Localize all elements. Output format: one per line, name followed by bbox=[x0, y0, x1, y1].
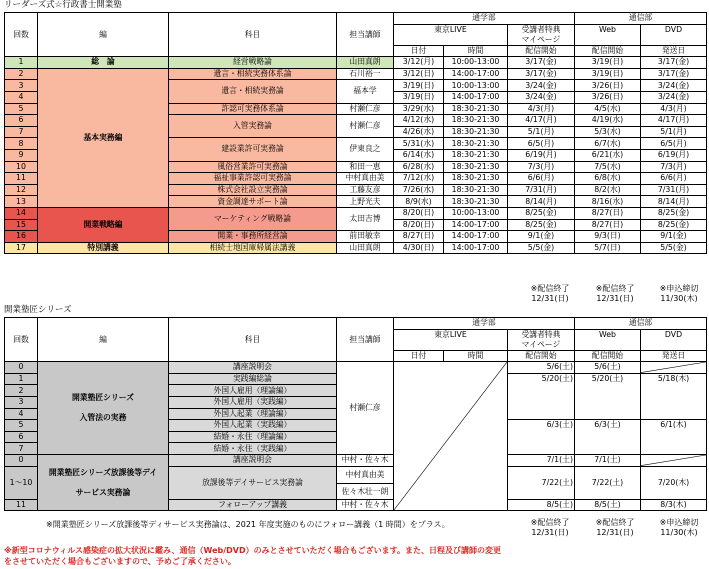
row-web: 6/8(水) bbox=[575, 173, 641, 185]
row-mypage: 3/17(金) bbox=[508, 68, 575, 80]
row-mypage: 5/20(土) bbox=[508, 373, 575, 419]
row-web: 3/26(日) bbox=[575, 80, 641, 92]
header-kamoku: 科目 bbox=[169, 318, 337, 362]
header-dvd: DVD bbox=[641, 329, 707, 350]
note-mypage-end: ※配信終了 12/31(日) bbox=[530, 518, 570, 537]
row-dvd: 6/19(月) bbox=[641, 149, 707, 161]
row-date: 7/12(水) bbox=[394, 173, 444, 185]
hen-takumi-houkago: 開業塾匠シリーズ放課後等デイ サービス実務論 bbox=[38, 454, 169, 510]
row-date: 4/26(水) bbox=[394, 126, 444, 138]
row-no: 4 bbox=[5, 408, 38, 420]
row-teacher: 山田真朗 bbox=[337, 57, 394, 69]
row-dvd: 5/5(金) bbox=[641, 242, 707, 254]
row-no: 6 bbox=[5, 115, 38, 127]
row-no: 7 bbox=[5, 126, 38, 138]
row-teacher: 佐々木壮一朗 bbox=[341, 486, 389, 496]
row-teacher: 前田敏幸 bbox=[337, 231, 394, 243]
row-date: 4/30(日) bbox=[394, 242, 444, 254]
row-web: 5/20(土) bbox=[575, 373, 641, 419]
row-no: 3 bbox=[5, 396, 38, 408]
row-teacher: 伊東良之 bbox=[337, 138, 394, 161]
row-time: 14:00-17:00 bbox=[444, 242, 508, 254]
row-web: 5/7(日) bbox=[575, 242, 641, 254]
row-kamoku: 開業・事務所経営論 bbox=[169, 231, 337, 243]
row-no: 1 bbox=[5, 373, 38, 385]
row-kamoku: 風俗営業許可実務論 bbox=[169, 161, 337, 173]
row-mypage: 6/6(月) bbox=[508, 173, 575, 185]
row-kamoku: 許認可実務体系論 bbox=[169, 103, 337, 115]
row-mypage: 7/3(月) bbox=[508, 161, 575, 173]
header-no: 回数 bbox=[5, 318, 38, 362]
row-web: 7/22(土) bbox=[575, 466, 641, 499]
row-web: 8/16(水) bbox=[575, 196, 641, 208]
row-dvd: 8/14(月) bbox=[641, 196, 707, 208]
row-kamoku: 遺言・相続実務論 bbox=[169, 80, 337, 103]
row-web: 6/3(土) bbox=[575, 420, 641, 455]
row-no: 16 bbox=[5, 231, 38, 243]
row-mypage: 8/25(金) bbox=[508, 219, 575, 231]
row-kamoku: 外国人起業（実践編） bbox=[169, 420, 337, 432]
row-dvd: 5/18(木) bbox=[641, 373, 707, 419]
row-date: 8/20(日) bbox=[394, 207, 444, 219]
row-time: 10:00-13:00 bbox=[444, 207, 508, 219]
row-dvd: 3/24(金) bbox=[641, 80, 707, 92]
row-mypage: 6/19(月) bbox=[508, 149, 575, 161]
row-no: 12 bbox=[5, 184, 38, 196]
row-web: 5/3(水) bbox=[575, 126, 641, 138]
hen-kihon: 基本実務編 bbox=[38, 68, 169, 207]
header-hassou: 発送日 bbox=[641, 350, 707, 362]
header-tsuushin: 通信部 bbox=[575, 318, 707, 330]
header-web: Web bbox=[575, 329, 641, 350]
row-time: 14:00-17:00 bbox=[444, 68, 508, 80]
row-date: 3/29(水) bbox=[394, 103, 444, 115]
row-date: 3/12(日) bbox=[394, 68, 444, 80]
row-kamoku: 入管実務論 bbox=[169, 115, 337, 138]
row-kamoku: 遺言・相続実務体系論 bbox=[169, 68, 337, 80]
footer-notice: ※新型コロナウィルス感染症の拡大状況に鑑み、通信（Web/DVD）のみとさせていただく場合もございます。また、日程及び講師の変更 をさせていただく場合もございますので、予めご了承ください。 bbox=[4, 546, 501, 566]
row-no: 13 bbox=[5, 196, 38, 208]
row-mypage: 5/1(月) bbox=[508, 126, 575, 138]
row-no: 10 bbox=[5, 161, 38, 173]
row-dvd: 7/31(月) bbox=[641, 184, 707, 196]
row-dvd: 7/3(月) bbox=[641, 161, 707, 173]
row-mypage: 5/6(土) bbox=[508, 362, 575, 374]
header-tsuugaku: 通学部 bbox=[394, 318, 575, 330]
row-kamoku: 実践編総論 bbox=[169, 373, 337, 385]
row-time: 18:30-21:30 bbox=[444, 184, 508, 196]
row-time: 18:30-21:30 bbox=[444, 138, 508, 150]
row-kamoku: 相続士地国庫帰属法講義 bbox=[169, 242, 337, 254]
row-no: 11 bbox=[5, 499, 38, 511]
row-mypage: 4/3(月) bbox=[508, 103, 575, 115]
row-mypage: 7/1(土) bbox=[508, 454, 575, 466]
header-teacher: 担当講師 bbox=[337, 318, 394, 362]
row-teacher-pair bbox=[337, 466, 394, 499]
row-no: 4 bbox=[5, 91, 38, 103]
row-kamoku: 外国人雇用（理論編） bbox=[169, 385, 337, 397]
row-time: 18:30-21:30 bbox=[444, 103, 508, 115]
row-dvd: 8/25(金) bbox=[641, 219, 707, 231]
row-teacher: 石川裕一 bbox=[337, 68, 394, 80]
row-mypage: 9/1(金) bbox=[508, 231, 575, 243]
header-hen: 編 bbox=[38, 318, 169, 362]
section-title-takumi: 開業塾匠シリーズ bbox=[4, 305, 72, 315]
row-time: 18:30-21:30 bbox=[444, 115, 508, 127]
row-dvd: 8/3(木) bbox=[641, 499, 707, 511]
note-web-end: ※配信終了 12/31(日) bbox=[595, 518, 635, 537]
row-dvd: 6/1(木) bbox=[641, 420, 707, 455]
row-teacher: 太田吉博 bbox=[337, 207, 394, 230]
row-teacher: 村瀬仁彦 bbox=[337, 115, 394, 138]
row-kamoku: 講座説明会 bbox=[169, 454, 337, 466]
row-dvd: 3/17(金) bbox=[641, 57, 707, 69]
header-mypage: 受講者特典 マイページ bbox=[508, 24, 575, 45]
row-time: 14:00-17:00 bbox=[444, 91, 508, 103]
note-follow-up: ※開業塾匠シリーズ放課後等ディサービス実務論は、2021 年度実施のものにフォロー講義（1 時間）をプラス。 bbox=[46, 520, 450, 529]
header-time: 時間 bbox=[444, 350, 508, 362]
dvd-none-cell bbox=[641, 362, 707, 374]
row-dvd: 3/24(金) bbox=[641, 91, 707, 103]
row-kamoku: 福祉事業許認可実務論 bbox=[169, 173, 337, 185]
row-date: 3/12(月) bbox=[394, 57, 444, 69]
row-kamoku: 講座説明会 bbox=[169, 362, 337, 374]
header-web: Web bbox=[575, 24, 641, 45]
header-haishin: 配信開始 bbox=[575, 45, 641, 57]
header-haishin: 配信開始 bbox=[508, 350, 575, 362]
row-no: 5 bbox=[5, 420, 38, 432]
header-kamoku: 科目 bbox=[169, 13, 337, 57]
row-dvd: 5/1(月) bbox=[641, 126, 707, 138]
row-web: 8/2(水) bbox=[575, 184, 641, 196]
row-teacher: 村瀬仁彦 bbox=[337, 103, 394, 115]
header-tsuugaku: 通学部 bbox=[394, 13, 575, 25]
row-teacher: 中村・佐々木 bbox=[337, 499, 394, 511]
header-date: 日付 bbox=[394, 350, 444, 362]
row-mypage: 3/17(金) bbox=[508, 57, 575, 69]
row-no: 0 bbox=[5, 454, 38, 466]
row-date: 3/19(日) bbox=[394, 91, 444, 103]
hen-takumi-nyukan: 開業塾匠シリーズ 入管法の実務 bbox=[38, 362, 169, 455]
header-dvd: DVD bbox=[641, 24, 707, 45]
row-date: 5/31(水) bbox=[394, 138, 444, 150]
note-web-end: ※配信終了 12/31(日) bbox=[595, 284, 635, 303]
row-web: 7/5(水) bbox=[575, 161, 641, 173]
row-time: 18:30-21:30 bbox=[444, 196, 508, 208]
header-tokyo-live: 東京LIVE bbox=[394, 24, 508, 45]
row-mypage: 8/5(土) bbox=[508, 499, 575, 511]
row-no: 14 bbox=[5, 207, 38, 219]
note-mypage-end: ※配信終了 12/31(日) bbox=[530, 284, 570, 303]
row-mypage: 6/5(月) bbox=[508, 138, 575, 150]
header-no: 回数 bbox=[5, 13, 38, 57]
row-teacher: 福本学 bbox=[337, 80, 394, 103]
row-dvd: 3/17(金) bbox=[641, 68, 707, 80]
row-web: 4/19(水) bbox=[575, 115, 641, 127]
row-no: 0 bbox=[5, 362, 38, 374]
row-kamoku: 外国人雇用（実践編） bbox=[169, 396, 337, 408]
row-time: 10:00-13:00 bbox=[444, 57, 508, 69]
row-web: 8/27(日) bbox=[575, 219, 641, 231]
header-mypage: 受講者特典 マイページ bbox=[508, 329, 575, 350]
hen-kaigyou: 開業戦略編 bbox=[38, 207, 169, 242]
row-teacher: 中村真由美 bbox=[337, 467, 393, 484]
row-web: 6/7(水) bbox=[575, 138, 641, 150]
header-tokyo-live: 東京LIVE bbox=[394, 329, 508, 350]
row-no: 1 bbox=[5, 57, 38, 69]
row-dvd: 7/20(木) bbox=[641, 466, 707, 499]
header-hassou: 発送日 bbox=[641, 45, 707, 57]
header-time: 時間 bbox=[444, 45, 508, 57]
row-web: 8/27(日) bbox=[575, 207, 641, 219]
row-web: 3/19(日) bbox=[575, 68, 641, 80]
row-time: 14:00-17:00 bbox=[444, 219, 508, 231]
row-teacher: 山田真朗 bbox=[337, 242, 394, 254]
row-no: 15 bbox=[5, 219, 38, 231]
header-tsuushin: 通信部 bbox=[575, 13, 707, 25]
hen-sougou: 総 論 bbox=[38, 57, 169, 69]
row-teacher: 中村真由美 bbox=[337, 173, 394, 185]
row-web: 3/19(日) bbox=[575, 57, 641, 69]
row-kamoku: 外国人起業（理論編） bbox=[169, 408, 337, 420]
header-date: 日付 bbox=[394, 45, 444, 57]
row-no: 2 bbox=[5, 385, 38, 397]
header-teacher: 担当講師 bbox=[337, 13, 394, 57]
row-kamoku: 建設業許可実務論 bbox=[169, 138, 337, 161]
row-mypage: 3/24(金) bbox=[508, 91, 575, 103]
row-date: 8/20(日) bbox=[394, 219, 444, 231]
row-web: 4/5(水) bbox=[575, 103, 641, 115]
row-web: 3/26(日) bbox=[575, 91, 641, 103]
row-no: 17 bbox=[5, 242, 38, 254]
row-kamoku: マーケティング戦略論 bbox=[169, 207, 337, 230]
row-time: 10:00-13:00 bbox=[444, 80, 508, 92]
schedule-table-takumi bbox=[4, 317, 707, 511]
row-teacher: 上野光夫 bbox=[337, 196, 394, 208]
row-teacher: 和田一恵 bbox=[337, 161, 394, 173]
row-no: 9 bbox=[5, 149, 38, 161]
row-no: 11 bbox=[5, 173, 38, 185]
hen-tokubetsu: 特別講義 bbox=[38, 242, 169, 254]
row-no: 1～10 bbox=[5, 466, 38, 499]
row-web: 9/3(日) bbox=[575, 231, 641, 243]
row-no: 2 bbox=[5, 68, 38, 80]
row-dvd: 6/6(月) bbox=[641, 173, 707, 185]
row-kamoku: 放課後等デイサービス実務論 bbox=[169, 466, 337, 499]
header-haishin: 配信開始 bbox=[508, 45, 575, 57]
dvd-none-cell bbox=[641, 454, 707, 466]
row-no: 3 bbox=[5, 80, 38, 92]
row-time: 14:00-17:00 bbox=[444, 231, 508, 243]
row-web: 8/5(土) bbox=[575, 499, 641, 511]
row-kamoku: フォローアップ講義 bbox=[169, 499, 337, 511]
row-mypage: 3/24(金) bbox=[508, 80, 575, 92]
row-date: 6/14(水) bbox=[394, 149, 444, 161]
row-web: 5/6(土) bbox=[575, 362, 641, 374]
row-mypage: 6/3(土) bbox=[508, 420, 575, 455]
row-mypage: 7/22(土) bbox=[508, 466, 575, 499]
row-mypage: 4/17(月) bbox=[508, 115, 575, 127]
row-date: 4/12(水) bbox=[394, 115, 444, 127]
row-mypage: 8/25(金) bbox=[508, 207, 575, 219]
row-date: 8/9(水) bbox=[394, 196, 444, 208]
header-hen: 編 bbox=[38, 13, 169, 57]
row-web: 6/21(水) bbox=[575, 149, 641, 161]
row-dvd: 4/3(月) bbox=[641, 103, 707, 115]
note-dvd-deadline: ※申込締切 11/30(木) bbox=[659, 518, 699, 537]
row-no: 6 bbox=[5, 431, 38, 443]
row-no: 8 bbox=[5, 138, 38, 150]
row-dvd: 8/25(金) bbox=[641, 207, 707, 219]
row-kamoku: 結婚・永住（理論編） bbox=[169, 431, 337, 443]
row-time: 18:30-21:30 bbox=[444, 149, 508, 161]
row-kamoku: 経営戦略論 bbox=[169, 57, 337, 69]
row-no: 7 bbox=[5, 443, 38, 455]
note-dvd-deadline: ※申込締切 11/30(木) bbox=[659, 284, 699, 303]
row-kamoku: 資金調達サポート論 bbox=[169, 196, 337, 208]
live-none-cell bbox=[394, 362, 508, 511]
row-mypage: 5/5(金) bbox=[508, 242, 575, 254]
row-time: 18:30-21:30 bbox=[444, 126, 508, 138]
row-teacher: 村瀬仁彦 bbox=[337, 362, 394, 455]
row-date: 6/28(水) bbox=[394, 161, 444, 173]
row-dvd: 4/17(月) bbox=[641, 115, 707, 127]
row-mypage: 7/31(月) bbox=[508, 184, 575, 196]
row-kamoku: 株式会社設立実務論 bbox=[169, 184, 337, 196]
row-date: 7/26(水) bbox=[394, 184, 444, 196]
row-date: 3/19(日) bbox=[394, 80, 444, 92]
row-teacher: 工藤友彦 bbox=[337, 184, 394, 196]
row-mypage: 8/14(月) bbox=[508, 196, 575, 208]
page-title: リーダーズ式☆行政書士開業塾 bbox=[4, 0, 122, 10]
header-haishin: 配信開始 bbox=[575, 350, 641, 362]
row-time: 18:30-21:30 bbox=[444, 173, 508, 185]
row-web: 7/1(土) bbox=[575, 454, 641, 466]
row-time: 18:30-21:30 bbox=[444, 161, 508, 173]
row-date: 8/27(日) bbox=[394, 231, 444, 243]
schedule-table-main bbox=[4, 12, 707, 254]
row-kamoku: 結婚・永住（実践編） bbox=[169, 443, 337, 455]
row-teacher: 中村・佐々木 bbox=[337, 454, 394, 466]
row-dvd: 6/5(月) bbox=[641, 138, 707, 150]
row-no: 5 bbox=[5, 103, 38, 115]
row-dvd: 9/1(金) bbox=[641, 231, 707, 243]
